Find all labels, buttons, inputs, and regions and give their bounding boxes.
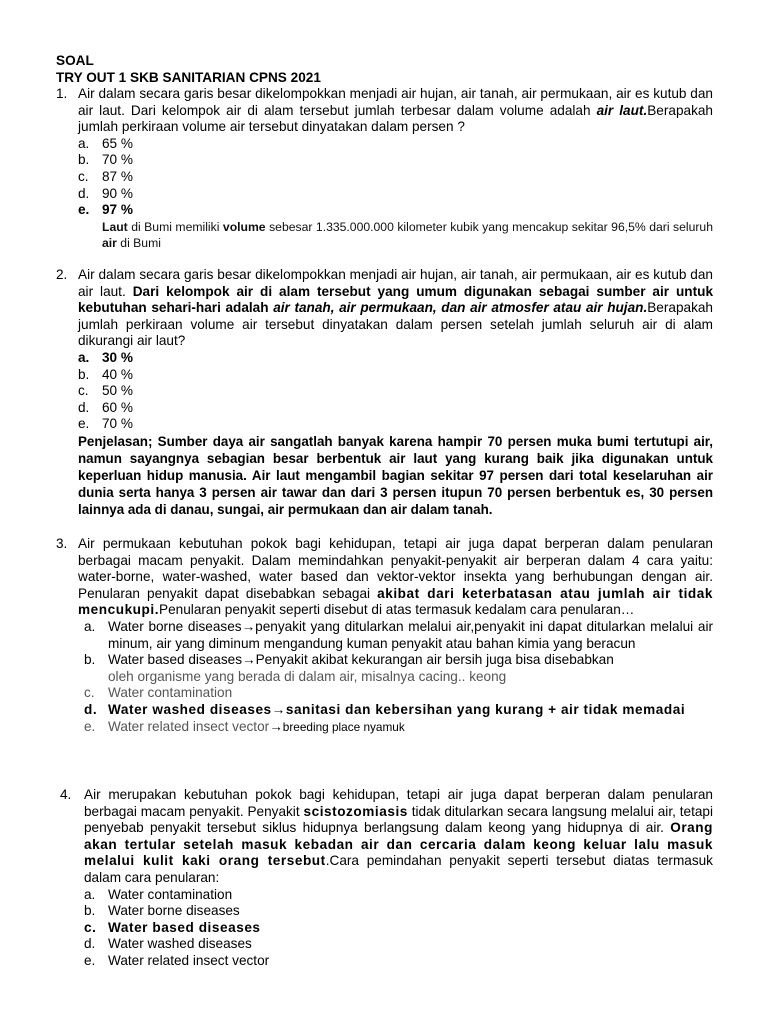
option-c: c. Water contamination [84,685,233,701]
header-soal: SOAL [56,53,94,68]
question-number: 3. [56,536,68,551]
option-d: d. 90 % [78,185,133,201]
option-e: e. 70 % [78,416,133,432]
question-3 [56,536,713,735]
arrow-icon: → [242,652,256,668]
options-list [84,619,713,735]
option-c: c. 87 % [78,168,133,184]
option-a: a. Water borne diseases→penyakit yang ditularkan melalui air,penyakit ini dapat ditularkan melalui air minum, air yang diminum mengandung kuman penyakit atau bahan kimia yang beracun [84,618,713,651]
option-d: d. 60 % [78,399,133,415]
explanation-text: Penjelasan; Sumber daya air sangatlah banyak karena hampir 70 persen muka bumi tertutupi air, namun sayangnya sebagian besar berbentuk air laut yang kurang baik jika digunakan untuk keperluan hidup manusia. Air laut mengambil bagian sekitar 97 persen dari total keselaruhan air dunia serta hanya 3 persen air tawar dan dari 3 persen itupun 70 persen berbentuk es, 30 persen lainnya ada di danau, sungai, air permukaan dan air dalam tanah. [78,433,713,517]
question-2 [56,267,713,518]
option-c: c. 50 % [78,383,133,399]
document-header [56,53,321,86]
option-e: e. Water related insect vector→breeding place nyamuk [84,718,405,734]
arrow-icon: → [271,701,286,717]
option-a-answer: a. 30 % [78,349,133,365]
option-b: b. 40 % [78,366,133,382]
option-c-answer: c. Water based diseases [84,919,261,935]
question-4 [56,787,713,970]
options-list [84,887,713,970]
question-number: 2. [56,267,68,282]
question-1 [56,86,713,252]
option-b: b. Water based diseases→Penyakit akibat kekurangan air bersih juga bisa disebabkan oleh organisme yang berada di dalam air, misalnya cacing.. keong [84,652,614,684]
option-b: b. 70 % [78,152,133,168]
header-title: TRY OUT 1 SKB SANITARIAN CPNS 2021 [56,69,321,85]
option-a: a. Water contamination [84,886,233,902]
option-d: d. Water washed diseases [84,936,252,952]
arrow-icon: → [241,618,256,634]
question-text: Air dalam secara garis besar dikelompokkan menjadi air hujan, air tanah, air permukaan, air es kutub dan air laut. Dari kelompok air di alam tersebut jumlah terbesar dalam volume adalah air laut.Berapakah jumlah perkiraan volume air tersebut dinyatakan dalam persen ? [78,86,713,135]
question-text: Air permukaan kebutuhan pokok bagi kehidupan, tetapi air juga dapat berperan dalam penularan berbagai macam penyakit. Dalam memindahkan penyakit-penyakit air berperan dalam 4 cara yaitu: water-borne, water-washed, water based dan vektor-vektor insekta yang berhubungan dengan air. Penularan penyakit dapat disebabkan sebagai akibat dari keterbatasan atau jumlah air tidak mencukupi.Penularan penyakit seperti disebut di atas termasuk kedalam cara penularan… [78,536,713,618]
options-list [78,136,713,219]
question-number: 4. [60,787,72,802]
option-a: a. 65 % [78,135,133,151]
options-list [78,350,713,433]
option-d-answer: d. Water washed diseases→sanitasi dan kebersihan yang kurang + air tidak memadai [84,701,686,717]
answer-note: Laut di Bumi memiliki volume sebesar 1.335.000.000 kilometer kubik yang mencakup sekitar 96,5% dari seluruh air di Bumi [102,219,713,251]
question-text: Air merupakan kebutuhan pokok bagi kehidupan, tetapi air juga dapat berperan dalam penularan berbagai macam penyakit. Penyakit scistozomiasis tidak ditularkan secara langsung melalui air, tetapi penyebab penyakit tersebut siklus hidupnya berlangsung dalam keong yang hidupnya di air. Orang akan tertular setelah masuk kebadan air dan cercaria dalam keong keluar lalu masuk melalui kulit kaki orang tersebut.Cara pemindahan penyakit seperti tersebut diatas termasuk dalam cara penularan: [84,787,713,885]
question-number: 1. [56,86,68,101]
option-e: e. Water related insect vector [84,952,270,968]
question-text: Air dalam secara garis besar dikelompokkan menjadi air hujan, air tanah, air permukaan, air es kutub dan air laut. Dari kelompok air di alam tersebut yang umum digunakan sebagai sumber air untuk kebutuhan sehari-hari adalah air tanah, air permukaan, dan air atmosfer atau air hujan.Berapakah jumlah perkiraan volume air tersebut dinyatakan dalam persen setelah jumlah seluruh air di alam dikurangi air laut? [78,267,713,349]
option-b: b. Water borne diseases [84,903,240,919]
option-e-answer: e. 97 % [78,202,133,218]
arrow-icon: → [269,718,283,734]
